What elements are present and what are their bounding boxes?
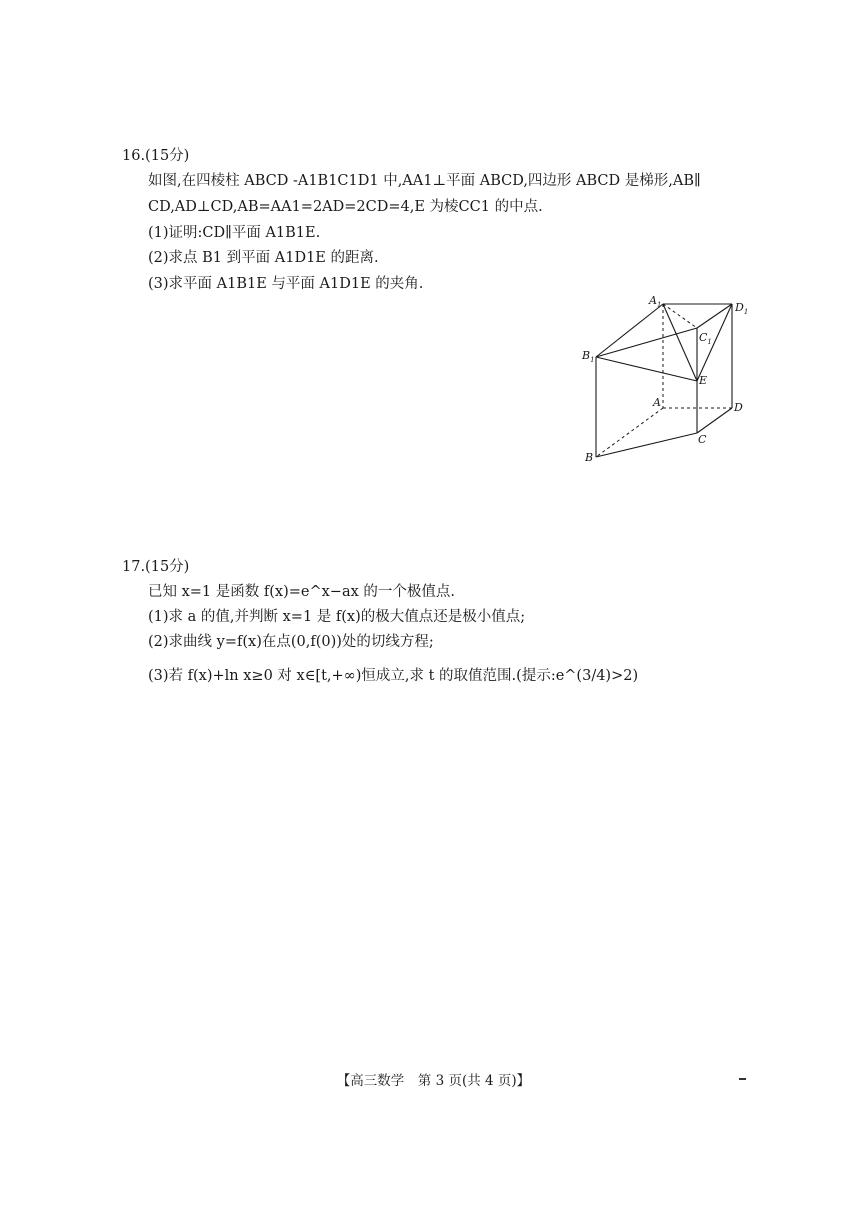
corner-mark — [739, 1078, 746, 1080]
label-a1: $A_1$ — [649, 294, 662, 309]
label-b: B — [585, 451, 594, 464]
label-d: D — [734, 401, 743, 414]
q17-part2: (2)求曲线 y=f(x)在点(0,f(0))处的切线方程; — [148, 634, 434, 650]
edge-c1-d1 — [697, 304, 732, 328]
q16-part1: (1)证明:CD∥平面 A1B1E. — [148, 225, 321, 241]
q17-header: 17.(15分) — [122, 559, 190, 575]
edge-b1-e — [596, 357, 697, 381]
edge-b1-c1 — [596, 328, 697, 357]
label-c1: $C_1$ — [699, 331, 712, 346]
label-e: E — [699, 374, 708, 387]
label-b1: $B_1$ — [582, 349, 595, 364]
q17-stem: 已知 x=1 是函数 f(x)=e^x−ax 的一个极值点. — [148, 584, 455, 600]
q16-part2: (2)求点 B1 到平面 A1D1E 的距离. — [148, 250, 379, 266]
edge-b-c — [596, 433, 697, 457]
edge-c-d — [697, 408, 732, 433]
q16-header: 16.(15分) — [122, 148, 190, 164]
label-c: C — [698, 433, 707, 446]
page-footer: 【高三数学 第 3 页(共 4 页)】 — [336, 1073, 531, 1089]
label-d1: $D_1$ — [735, 301, 749, 316]
q16-part3: (3)求平面 A1B1E 与平面 A1D1E 的夹角. — [148, 276, 424, 292]
edge-a-b — [596, 408, 663, 457]
edge-a1-b1 — [596, 304, 663, 357]
edge-a1-e — [663, 304, 697, 381]
label-a: A — [653, 396, 661, 409]
q17-part1: (1)求 a 的值,并判断 x=1 是 f(x)的极大值点还是极小值点; — [148, 609, 526, 625]
edge-d1-e — [697, 304, 732, 381]
edge-a1-c1 — [663, 304, 697, 328]
q16-stem-line2: CD,AD⊥CD,AB=AA1=2AD=2CD=4,E 为棱CC1 的中点. — [148, 199, 543, 215]
q17-part3: (3)若 f(x)+ln x≥0 对 x∈[t,+∞)恒成立,求 t 的取值范围.(提示:e^(3/4)>2) — [148, 668, 639, 684]
q16-stem-line1: 如图,在四棱柱 ABCD -A1B1C1D1 中,AA1⊥平面 ABCD,四边形 ABCD 是梯形,AB∥ — [148, 173, 701, 189]
